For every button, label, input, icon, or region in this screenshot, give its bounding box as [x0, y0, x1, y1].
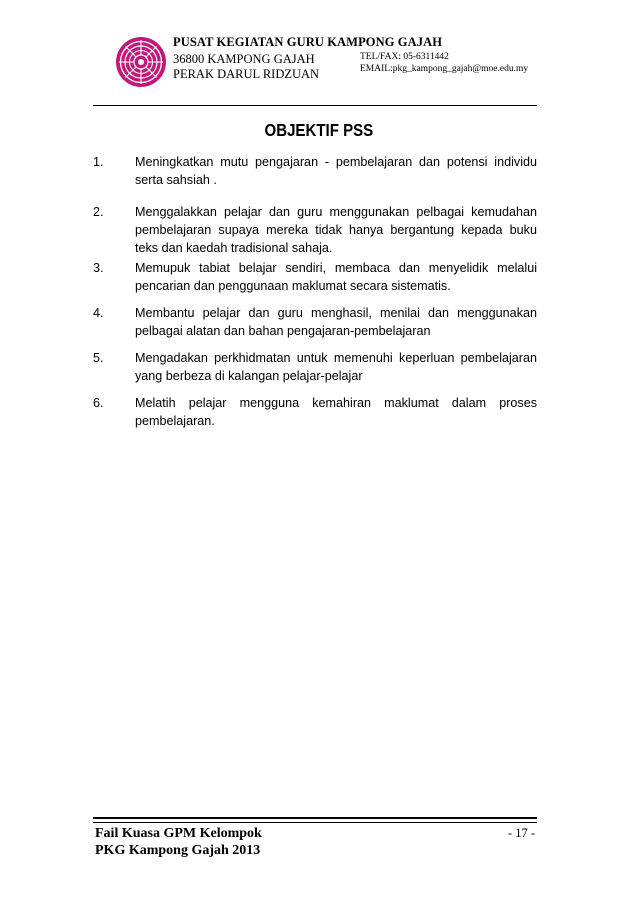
- item-text: Melatih pelajar mengguna kemahiran maklumat dalam proses pembelajaran.: [135, 396, 537, 428]
- address-line-1: 36800 KAMPONG GAJAH: [173, 52, 315, 66]
- item-text: Meningkatkan mutu pengajaran - pembelajaran dan potensi individu serta sahsiah .: [135, 155, 537, 187]
- item-number: 6.: [93, 396, 104, 410]
- item-text: Memupuk tabiat belajar sendiri, membaca dan menyelidik melalui pencarian dan penggunaan maklumat secara sistematis.: [135, 261, 537, 293]
- address-line-2: PERAK DARUL RIDZUAN: [173, 67, 320, 81]
- item-text: Menggalakkan pelajar dan guru menggunakan pelbagai kemudahan pembelajaran supaya mereka tidak hanya bergantung kepada buku teks dan kaedah tradisional sahaja.: [135, 205, 537, 255]
- item-text: Mengadakan perkhidmatan untuk memenuhi keperluan pembelajaran yang berbeza di kalangan pelajar-pelajar: [135, 351, 537, 383]
- footer-line-2: PKG Kampong Gajah 2013: [95, 843, 261, 858]
- page-title: OBJEKTIF PSS: [264, 120, 374, 140]
- organization-name: PUSAT KEGIATAN GURU KAMPONG GAJAH: [173, 35, 443, 49]
- header-divider: [93, 105, 537, 106]
- tel-fax: TEL/FAX: 05-6311442: [360, 52, 449, 62]
- item-number: 3.: [93, 261, 104, 275]
- footer-line-1: Fail Kuasa GPM Kelompok: [95, 826, 262, 841]
- item-number: 1.: [93, 155, 104, 169]
- item-number: 2.: [93, 205, 104, 219]
- item-number: 4.: [93, 306, 104, 320]
- footer-divider-thin: [93, 822, 537, 823]
- page-number: - 17 -: [507, 826, 535, 840]
- item-number: 5.: [93, 351, 104, 365]
- footer-divider-thick: [93, 817, 537, 819]
- email-address: EMAIL:pkg_kampong_gajah@moe.edu.my: [360, 64, 529, 74]
- pkg-logo-icon: [115, 36, 167, 88]
- item-text: Membantu pelajar dan guru menghasil, menilai dan menggunakan pelbagai alatan dan bahan pengajaran-pembelajaran: [135, 306, 537, 338]
